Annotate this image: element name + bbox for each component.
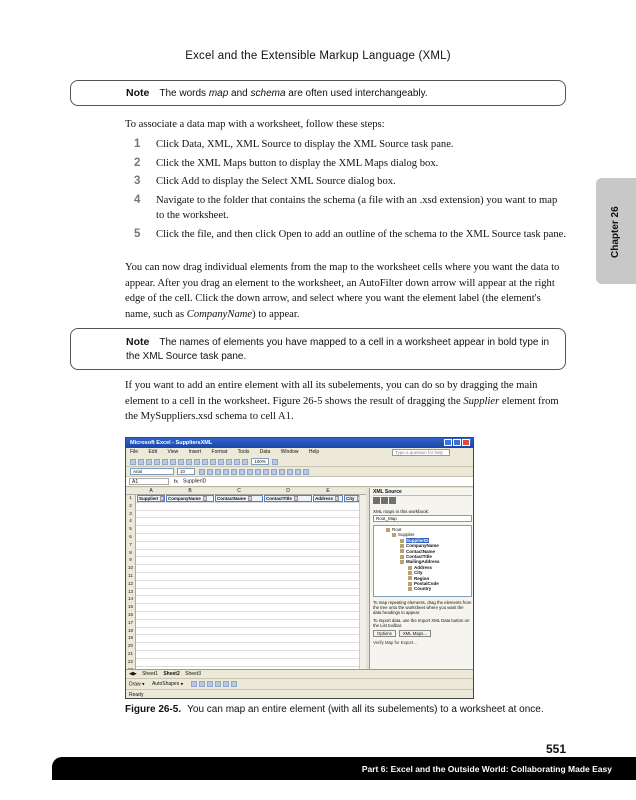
tab-nav-icon[interactable]: ◀▶ [129, 671, 137, 677]
header-cell-label: ContactTitle [266, 496, 292, 501]
figure-label: Figure 26-5. [125, 704, 182, 715]
para3-text: If you want to add an entire element with all its subelements, you can do so by dragging the main element to a cell in the worksheet. Figure 26-5 shows the result of dragging the [125, 380, 538, 407]
currency-icon[interactable] [255, 469, 261, 475]
table-row [126, 659, 366, 667]
draw-menu[interactable]: Draw [129, 681, 141, 688]
para3-after: element from the MySuppliers.xsd schema to cell A1. [125, 395, 559, 422]
paragraph-drag-elements [125, 260, 566, 322]
vertical-scrollbar[interactable] [359, 495, 366, 669]
header-cell[interactable] [313, 495, 343, 502]
table-row [126, 495, 366, 503]
header-cell-label: City [346, 496, 355, 501]
table-row [126, 635, 366, 643]
xml-maps-button[interactable]: XML Maps... [399, 630, 431, 637]
row-number[interactable]: 8 [126, 550, 136, 558]
tab-sheet1[interactable]: Sheet1 [142, 671, 158, 677]
column-header[interactable]: B [188, 488, 192, 494]
step-text: Click Add to display the Select XML Source dialog box. [156, 176, 396, 187]
step-text: Click the XML Maps button to display the XML Maps dialog box. [156, 157, 439, 169]
note-box-2 [70, 328, 566, 370]
row-number[interactable]: 16 [126, 612, 136, 620]
verify-map-link[interactable]: Verify Map for Export... [373, 640, 417, 645]
excel-title-bar [126, 438, 473, 448]
autosum-icon[interactable] [226, 459, 232, 465]
element-icon [400, 560, 404, 564]
save-icon[interactable] [146, 459, 152, 465]
table-row [126, 518, 366, 526]
column-header[interactable]: C [237, 488, 241, 494]
header-cell[interactable] [264, 495, 312, 502]
step-number: 4 [134, 193, 141, 206]
table-row [126, 534, 366, 542]
formula-input[interactable]: SupplierID [183, 478, 207, 485]
maximize-icon[interactable] [453, 439, 461, 446]
menu-edit[interactable]: Edit [148, 449, 158, 455]
font-size-select[interactable]: 10 [177, 468, 195, 475]
table-row [126, 581, 366, 589]
element-icon [400, 539, 404, 543]
menu-help[interactable]: Help [308, 449, 320, 455]
header-cell[interactable] [137, 495, 165, 502]
note-label: Note [126, 87, 150, 99]
font-color-icon[interactable] [303, 469, 309, 475]
tab-sheet3[interactable]: Sheet3 [185, 671, 201, 677]
sheet-tab-bar [126, 669, 474, 678]
tree-node-label: Region [414, 575, 430, 581]
note-box [70, 80, 566, 106]
chart-icon[interactable] [242, 459, 248, 465]
preview-icon[interactable] [170, 459, 176, 465]
footer-bar [52, 757, 636, 780]
table-row [126, 511, 366, 519]
menu-bar [126, 448, 473, 457]
tree-node-label: Root [392, 527, 402, 532]
tree-node-label: Address [414, 564, 433, 570]
step-item [134, 227, 566, 243]
window-controls [443, 439, 470, 448]
row-number[interactable]: 21 [126, 651, 136, 659]
row-number[interactable]: 4 [126, 518, 136, 526]
element-icon [400, 549, 404, 553]
table-row [126, 565, 366, 573]
sort-icon[interactable] [234, 459, 240, 465]
note-label: Note [126, 336, 150, 348]
steps-list [134, 137, 566, 245]
step-number: 3 [134, 175, 141, 187]
row-number[interactable]: 10 [126, 565, 136, 573]
table-row [126, 503, 366, 511]
help-icon[interactable] [272, 459, 278, 465]
minimize-icon[interactable] [444, 439, 452, 446]
menu-window[interactable]: Window [280, 449, 299, 455]
para3-em: Supplier [463, 395, 500, 407]
pane-help-import: To import data, use the Import XML Data button on the List toolbar. [373, 618, 470, 628]
note-text-mid: and [228, 88, 251, 99]
tree-node-label: PostalCode [414, 581, 439, 587]
chapter-label: Chapter 26 [610, 206, 621, 258]
menu-file[interactable]: File [130, 449, 139, 455]
element-icon [408, 566, 412, 570]
back-icon[interactable] [373, 497, 380, 504]
row-number[interactable]: 22 [126, 659, 136, 667]
options-button[interactable]: Options [373, 630, 396, 637]
para2-after: ) to appear. [252, 308, 300, 320]
worksheet-grid [126, 488, 366, 669]
table-row [126, 604, 366, 612]
table-row [126, 542, 366, 550]
undo-icon[interactable] [210, 459, 216, 465]
intro-paragraph: To associate a data map with a worksheet, follow these steps: [125, 119, 385, 130]
pane-toolbar [373, 497, 472, 506]
paste-icon[interactable] [202, 459, 208, 465]
schema-tree [373, 525, 472, 597]
arrow-icon[interactable] [199, 681, 205, 687]
autofilter-arrow-icon[interactable] [248, 496, 252, 501]
note-text: The names of elements you have mapped to a cell in a worksheet appear in bold type in the XML Source task pane. [126, 337, 550, 362]
menu-data[interactable]: Data [259, 449, 271, 455]
step-item [134, 137, 566, 153]
element-icon [408, 587, 412, 591]
element-icon [400, 555, 404, 559]
worksheet-rows [126, 495, 366, 674]
copy-icon[interactable] [194, 459, 200, 465]
line-icon[interactable] [191, 681, 197, 687]
footer-text: Part 6: Excel and the Outside World: Collaborating Made Easy [361, 764, 612, 774]
row-number[interactable]: 12 [126, 581, 136, 589]
table-row [126, 612, 366, 620]
pane-help-repeating: To map repeating elements, drag the elements from the tree onto the worksheet where you want the data headings to appear. [373, 600, 472, 615]
row-number[interactable]: 20 [126, 643, 136, 651]
status-text: Ready [129, 692, 144, 698]
table-row [126, 526, 366, 534]
para2-text: You can now drag individual elements from the map to the worksheet cells where you want the data to appear. After you drag an element to the worksheet, an AutoFilter down arrow will appear at the right edge of the cell. Click the down arrow, and select where you want the element label (the element's name, such as [125, 262, 560, 320]
align-right-icon[interactable] [239, 469, 245, 475]
row-number[interactable]: 17 [126, 620, 136, 628]
indent-icon[interactable] [279, 469, 285, 475]
element-icon [386, 528, 390, 532]
tree-node-label: MailingAddress [406, 559, 440, 565]
drawing-toolbar: Draw ▾ AutoShapes ▾ [126, 678, 474, 689]
chapter-tab [596, 178, 636, 284]
element-icon [392, 533, 396, 537]
rectangle-icon[interactable] [207, 681, 213, 687]
header-cell[interactable] [344, 495, 360, 502]
note-text-end: are often used interchangeably. [285, 88, 428, 99]
fx-icon[interactable]: fx [174, 478, 178, 485]
oval-icon[interactable] [215, 681, 221, 687]
row-number[interactable]: 18 [126, 628, 136, 636]
menu-tools[interactable]: Tools [237, 449, 250, 455]
status-bar [126, 689, 474, 699]
page-number: 551 [545, 742, 566, 756]
row-number[interactable]: 1 [126, 495, 136, 503]
step-item [134, 193, 566, 224]
menu-insert[interactable]: Insert [188, 449, 202, 455]
step-item [134, 156, 566, 172]
pane-buttons [373, 630, 472, 637]
table-row [126, 620, 366, 628]
tree-node-label: ContactName [406, 548, 436, 554]
formula-bar [126, 477, 473, 487]
header-cell-label: Address [315, 496, 334, 501]
fill-color-icon[interactable] [295, 469, 301, 475]
formatting-toolbar [126, 467, 473, 477]
row-number[interactable]: 14 [126, 596, 136, 604]
table-row [126, 573, 366, 581]
name-box[interactable]: A1 [129, 478, 169, 485]
row-number[interactable]: 19 [126, 635, 136, 643]
table-row [126, 628, 366, 636]
tree-node-label: City [414, 570, 423, 576]
step-number: 5 [134, 227, 141, 240]
help-search-input[interactable]: Type a question for help [392, 449, 450, 456]
row-number[interactable]: 2 [126, 503, 136, 511]
row-number[interactable]: 11 [126, 573, 136, 581]
row-number[interactable]: 5 [126, 526, 136, 534]
cut-icon[interactable] [186, 459, 192, 465]
pane-title: XML Source [373, 489, 472, 496]
xml-source-pane [369, 488, 474, 669]
permission-icon[interactable] [154, 459, 160, 465]
element-icon [408, 571, 412, 575]
tab-sheet2[interactable]: Sheet2 [163, 671, 180, 677]
header-cell[interactable] [166, 495, 214, 502]
italic-icon[interactable] [207, 469, 213, 475]
new-icon[interactable] [130, 459, 136, 465]
autofilter-arrow-icon[interactable] [160, 496, 164, 501]
note-em-schema: schema [250, 88, 286, 99]
percent-icon[interactable] [263, 469, 269, 475]
figure-caption [125, 702, 566, 717]
column-header[interactable]: D [286, 488, 290, 494]
header-cell-label: CompanyName [168, 496, 201, 501]
element-icon [400, 544, 404, 548]
align-left-icon[interactable] [223, 469, 229, 475]
caption-text: You can map an entire element (with all its subelements) to a worksheet at once. [187, 704, 544, 715]
font-name-select[interactable]: Arial [130, 468, 174, 475]
excel-screenshot [125, 437, 474, 699]
tree-node-label: SupplierID [406, 537, 429, 543]
autofilter-arrow-icon[interactable] [294, 496, 298, 501]
row-number[interactable]: 6 [126, 534, 136, 542]
standard-toolbar [126, 457, 473, 467]
bold-icon[interactable] [199, 469, 205, 475]
table-row [126, 643, 366, 651]
autofilter-arrow-icon[interactable] [335, 496, 339, 501]
row-number[interactable]: 13 [126, 589, 136, 597]
row-number[interactable]: 3 [126, 511, 136, 519]
header-cell-label: ContactName [217, 496, 247, 501]
column-headers [126, 488, 366, 495]
element-icon [408, 582, 412, 586]
autoshapes-menu[interactable]: AutoShapes [151, 681, 180, 688]
open-icon[interactable] [138, 459, 144, 465]
align-center-icon[interactable] [231, 469, 237, 475]
row-number[interactable]: 9 [126, 557, 136, 565]
borders-icon[interactable] [287, 469, 293, 475]
row-number[interactable]: 7 [126, 542, 136, 550]
step-text: Click Data, XML, XML Source to display the XML Source task pane. [156, 139, 454, 150]
header-cell-label: SupplierI [139, 496, 159, 501]
print-icon[interactable] [162, 459, 168, 465]
home-icon[interactable] [389, 497, 396, 504]
textbox-icon[interactable] [223, 681, 229, 687]
tree-node-label: CompanyName [406, 543, 439, 549]
table-row [126, 651, 366, 659]
wordart-icon[interactable] [231, 681, 237, 687]
para2-em: CompanyName [186, 308, 253, 320]
element-icon [408, 576, 412, 580]
autofilter-arrow-icon[interactable] [203, 496, 207, 501]
table-row [126, 557, 366, 565]
step-text: Click the file, and then click Open to add an outline of the schema to the XML Source task pane. [156, 228, 566, 240]
comma-icon[interactable] [271, 469, 277, 475]
xml-list-header [137, 495, 361, 503]
column-header[interactable]: A [149, 488, 153, 494]
table-row [126, 589, 366, 597]
tree-node-label: Country [414, 586, 432, 592]
note-text: The words [159, 88, 209, 99]
step-number: 1 [134, 138, 141, 150]
forward-icon[interactable] [381, 497, 388, 504]
step-number: 2 [134, 156, 141, 169]
tree-node-label: Supplier [398, 532, 415, 538]
menu-view[interactable]: View [167, 449, 179, 455]
excel-title: Microsoft Excel - SuppliersXML [130, 440, 213, 446]
tree-node-label: ContactTitle [406, 554, 432, 560]
row-number[interactable]: 15 [126, 604, 136, 612]
redo-icon[interactable] [218, 459, 224, 465]
close-icon[interactable] [462, 439, 470, 446]
merge-icon[interactable] [247, 469, 253, 475]
step-item [134, 174, 566, 190]
column-header[interactable]: E [326, 488, 330, 494]
table-row [126, 550, 366, 558]
step-text: Navigate to the folder that contains the schema (a file with an .xsd extension) you want to map to the worksheet. [156, 194, 558, 221]
spelling-icon[interactable] [178, 459, 184, 465]
running-head: Excel and the Extensible Markup Language (XML) [185, 50, 451, 62]
zoom-select[interactable]: 100% [251, 458, 269, 465]
map-select[interactable]: Root_Map [373, 515, 472, 522]
menu-format[interactable]: Format [211, 449, 228, 455]
header-cell[interactable] [215, 495, 263, 502]
note-em-map: map [208, 88, 229, 99]
paragraph-entire-element [125, 378, 566, 425]
table-row [126, 596, 366, 604]
tree-node[interactable] [376, 586, 469, 591]
maps-label: XML maps in this workbook: [373, 509, 430, 514]
underline-icon[interactable] [215, 469, 221, 475]
